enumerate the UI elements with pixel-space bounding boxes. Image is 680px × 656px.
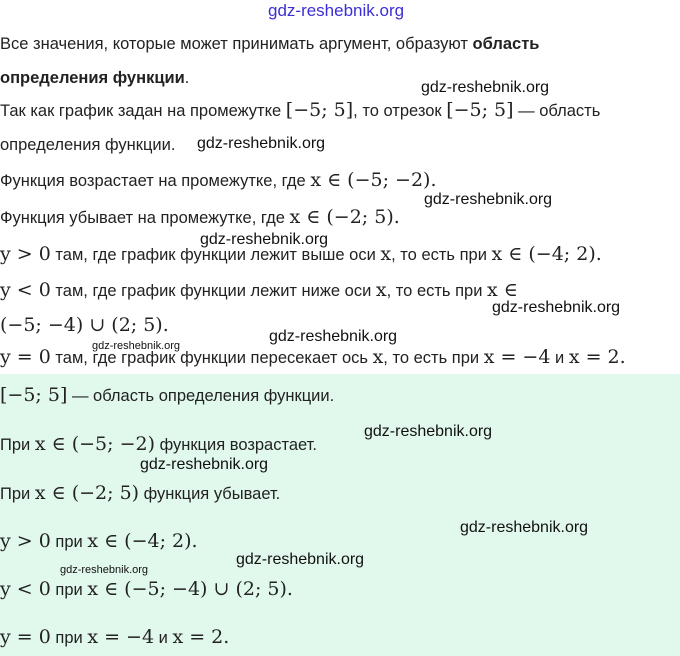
paragraph-segment-cont: определения функции. [0, 136, 176, 154]
paragraph-negative-cont: (−5; −4) ∪ (2; 5). [0, 314, 169, 336]
paragraph-positive: y > 0 там, где график функции лежит выше оси x, то есть при x ∈ (−4; 2). [0, 243, 602, 265]
paragraph-domain-definition-cont: определения функции. [0, 69, 190, 87]
answer-positive: y > 0 при x ∈ (−4; 2). [0, 530, 198, 552]
paragraph-negative: y < 0 там, где график функции лежит ниже оси x, то есть при x ∈ [0, 279, 518, 301]
paragraph-segment: Так как график задан на промежутке [−5; 5], то отрезок [−5; 5] — область [0, 99, 601, 121]
watermark-top: gdz-reshebnik.org [268, 1, 405, 20]
answer-negative: y < 0 при x ∈ (−5; −4) ∪ (2; 5). [0, 578, 293, 600]
paragraph-increasing: Функция возрастает на промежутке, где x ∈ (−5; −2). [0, 169, 437, 191]
watermark: gdz-reshebnik.org [421, 79, 550, 96]
watermark: gdz-reshebnik.org [364, 423, 493, 440]
paragraph-zero: y = 0 там, где график функции пересекает ось x, то есть при x = −4 и x = 2. [0, 346, 626, 368]
watermark: gdz-reshebnik.org [200, 231, 329, 248]
watermark: gdz-reshebnik.org [197, 135, 326, 152]
answer-increasing: При x ∈ (−5; −2) функция возрастает. [0, 433, 317, 455]
paragraph-decreasing: Функция убывает на промежутке, где x ∈ (−2; 5). [0, 206, 400, 228]
answer-decreasing: При x ∈ (−2; 5) функция убывает. [0, 482, 281, 504]
watermark: gdz-reshebnik.org [140, 456, 269, 473]
watermark: gdz-reshebnik.org [424, 191, 553, 208]
answer-zero: y = 0 при x = −4 и x = 2. [0, 626, 230, 648]
watermark-small: gdz-reshebnik.org [60, 564, 149, 576]
watermark: gdz-reshebnik.org [492, 299, 621, 316]
paragraph-domain-definition: Все значения, которые может принимать аргумент, образуют область [0, 35, 540, 53]
watermark: gdz-reshebnik.org [269, 328, 398, 345]
watermark-small: gdz-reshebnik.org [92, 340, 181, 352]
answer-domain: [−5; 5] — область определения функции. [0, 384, 335, 406]
watermark: gdz-reshebnik.org [236, 551, 365, 568]
answer-box [0, 374, 680, 656]
watermark: gdz-reshebnik.org [460, 519, 589, 536]
